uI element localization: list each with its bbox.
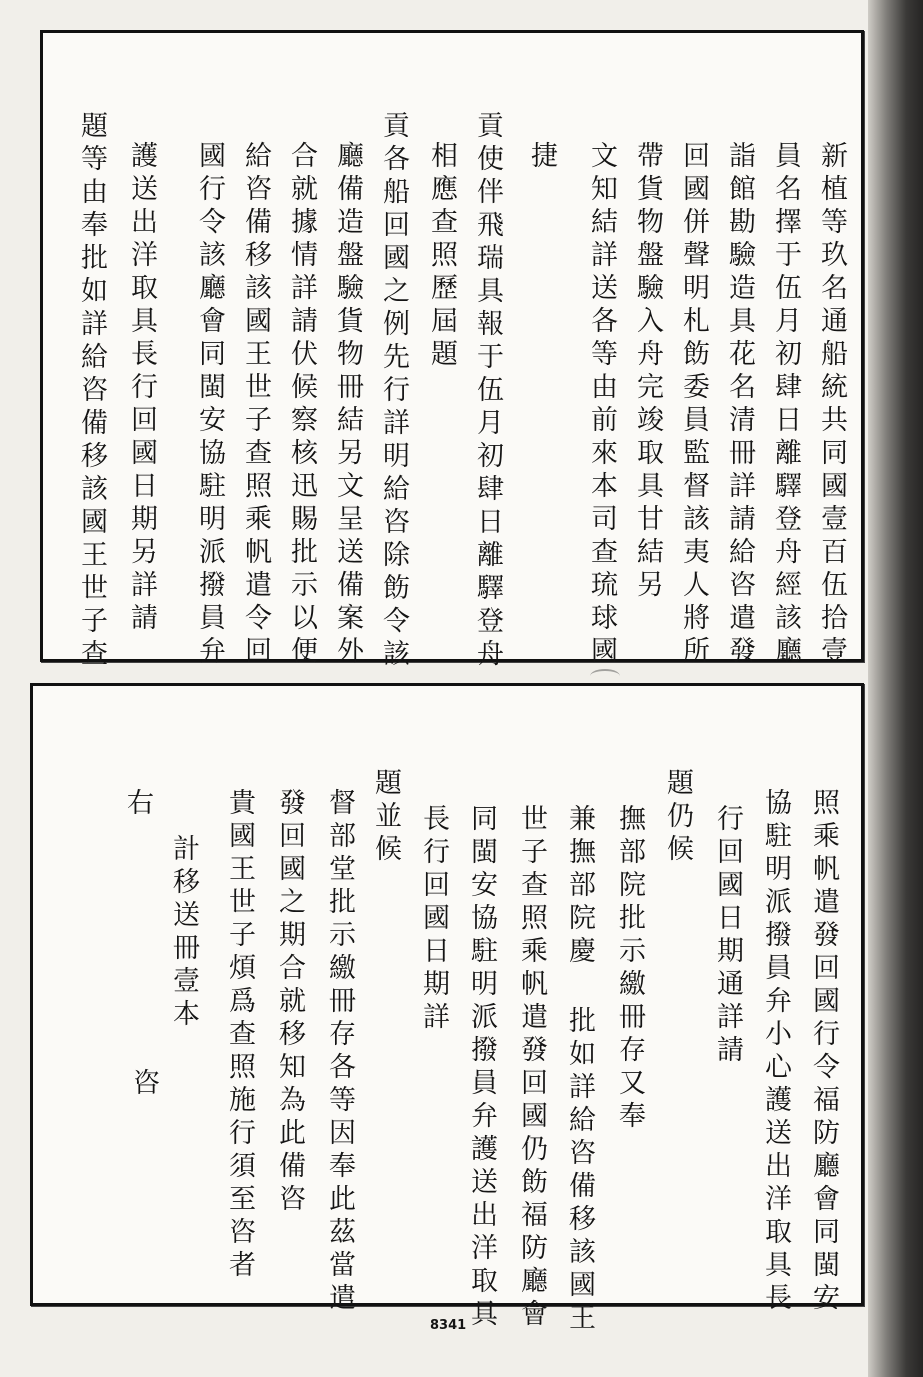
text-column: 同閩安協駐明派撥員弁護送出洋取具	[466, 804, 497, 1332]
text-column: 照乘帆遣發回國行令福防廳會同閩安	[808, 788, 839, 1316]
text-column: 詣館勘驗造具花名清冊詳請給咨遣發	[724, 141, 755, 669]
text-column: 協駐明派撥員弁小心護送出洋取具長	[760, 788, 791, 1316]
text-column: 給咨備移該國王世子查照乘帆遣令回	[240, 141, 271, 669]
text-column: 長行回國日期詳	[418, 804, 449, 1035]
text-column: 撫部院批示繳冊存又奉	[614, 804, 645, 1134]
text-column: 貢各船回國之例先行詳明給咨除飭令該	[378, 111, 409, 672]
faint-stamp-mark	[590, 669, 620, 683]
text-column: 護送出洋取具長行回國日期另詳請	[126, 141, 157, 636]
text-column: 捷	[526, 141, 557, 174]
page-number: 8341	[430, 1318, 467, 1333]
text-column: 督部堂批示繳冊存各等因奉此茲當遣	[324, 788, 355, 1316]
text-column: 廳備造盤驗貨物冊結另文呈送備案外	[332, 141, 363, 669]
text-column: 回國併聲明札飭委員監督該夷人將所	[678, 141, 709, 669]
text-column: 貴國王世子煩爲查照施行須至咨者	[224, 788, 255, 1283]
text-column: 發回國之期合就移知為此備咨	[274, 788, 305, 1217]
text-column: 世子查照乘帆遣發回國仍飭福防廳會	[516, 804, 547, 1332]
text-column: 相應查照歷屆題	[426, 141, 457, 372]
text-column: 新植等玖名通船統共同國壹百伍拾壹	[816, 141, 847, 669]
text-column: 題等由奉批如詳給咨備移該國王世子查	[76, 111, 107, 672]
text-column: 帶貨物盤驗入舟完竣取具甘結另	[632, 141, 663, 603]
text-column: 咨	[128, 1068, 159, 1101]
text-column: 題仍候	[662, 768, 693, 867]
text-column: 貢使伴飛瑞具報于伍月初肆日離驛登舟	[472, 111, 503, 672]
text-column: 計移送冊壹本	[168, 834, 199, 1032]
text-column: 題並候	[370, 768, 401, 867]
upper-document-panel	[40, 30, 864, 672]
text-column: 文知結詳送各等由前來本司查琉球國	[586, 141, 617, 669]
text-column: 國行令該廳會同閩安協駐明派撥員弁	[194, 141, 225, 669]
text-column: 行回國日期通詳請	[712, 804, 743, 1068]
text-column: 右	[122, 788, 153, 821]
text-column: 員名擇于伍月初肆日離驛登舟經該廳	[770, 141, 801, 669]
text-column: 兼撫部院慶 批如詳給咨備移該國王	[564, 804, 595, 1336]
binding-edge-shadow	[868, 0, 923, 1377]
text-column: 合就據情詳請伏候察核迅賜批示以便	[286, 141, 317, 669]
